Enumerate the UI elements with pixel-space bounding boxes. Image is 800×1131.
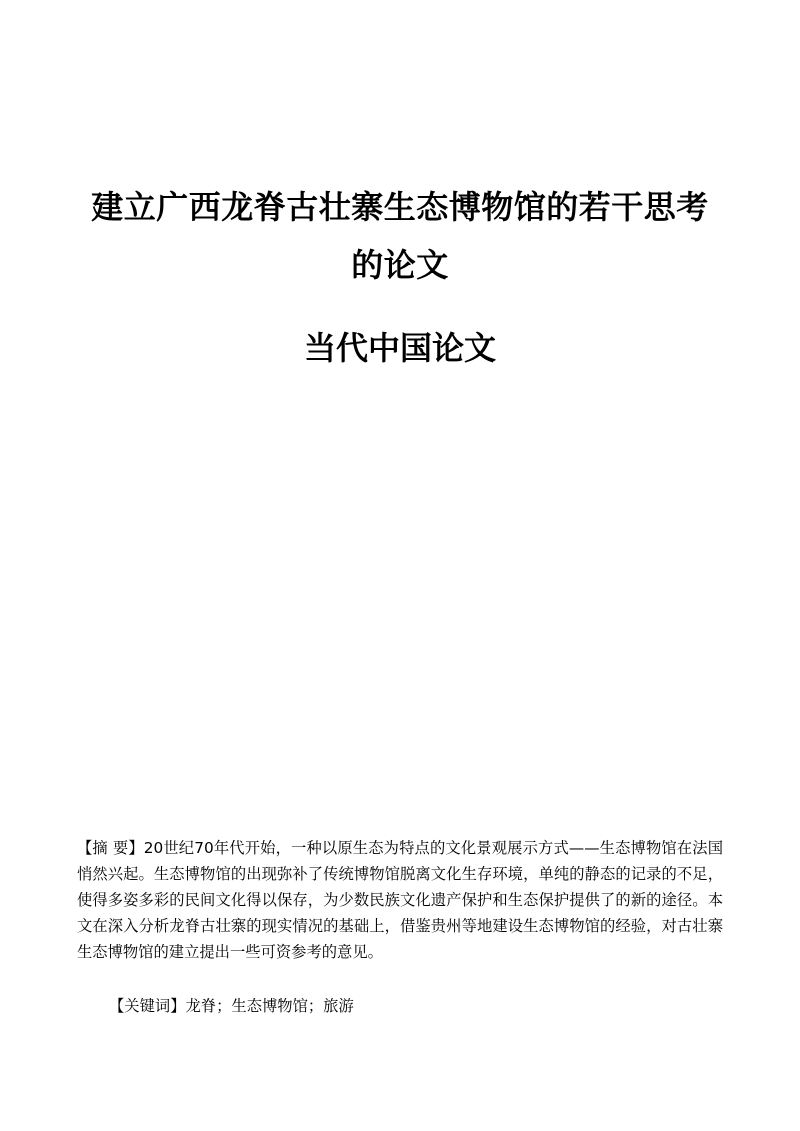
paper-title-line-2: 的论文 <box>351 246 449 284</box>
keywords-label: 【关键词】 <box>109 997 186 1015</box>
keywords-line <box>109 993 723 1019</box>
abstract-text: 20世纪70年代开始，一种以原生态为特点的文化景观展示方式——生态博物馆在法国悄然兴起。生态博物馆的出现弥补了传统博物馆脱离文化生存环境，单纯的静态的记录的不足，使得多姿多彩的民间文化得以保存，为少数民族文化遗产保护和生态保护提供了的新的途径。本文在深入分析龙脊古壮寨的现实情况的基础上，借鉴贵州等地建设生态博物馆的经验，对古壮寨生态博物馆的建立提出一些可资参考的意见。 <box>77 839 723 961</box>
paper-title <box>60 178 740 294</box>
paper-subtitle: 当代中国论文 <box>303 329 496 367</box>
abstract-paragraph <box>77 835 723 965</box>
paper-title-line-1: 建立广西龙脊古壮寨生态博物馆的若干思考 <box>91 188 709 226</box>
abstract-label: 【摘 要】 <box>77 839 144 857</box>
keywords-text: 龙脊；生态博物馆；旅游 <box>185 997 354 1015</box>
